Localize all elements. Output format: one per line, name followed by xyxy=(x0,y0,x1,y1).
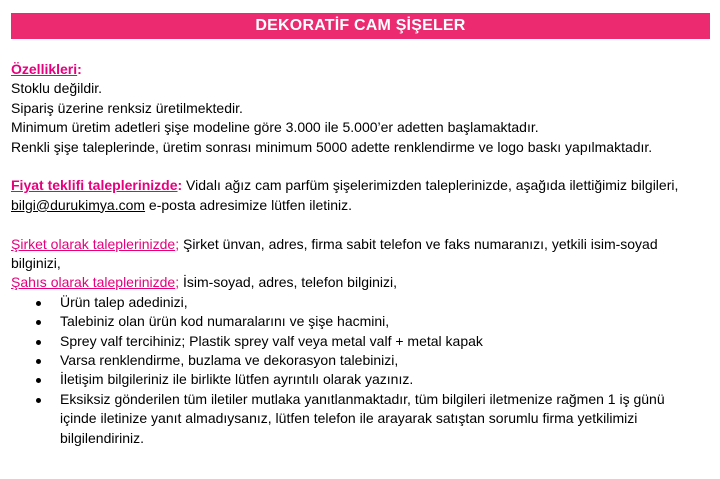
features-heading-line xyxy=(11,60,701,79)
individual-paragraph xyxy=(11,273,701,292)
individual-heading-punct: ; xyxy=(175,274,180,291)
company-heading: Şirket olarak taleplerinizde xyxy=(11,235,176,252)
request-details-list xyxy=(11,293,701,448)
bullet-icon xyxy=(36,340,41,345)
company-paragraph xyxy=(11,235,701,274)
features-heading: Özellikleri xyxy=(11,61,78,77)
list-item-text: İletişim bilgileriniz ile birlikte lütfen ayrıntılı olarak yazınız. xyxy=(60,371,414,388)
list-item xyxy=(11,332,701,351)
feature-line: Renkli şişe taleplerinde, üretim sonrası minimum 5000 adette renklendirme ve logo baskı yapılmaktadır. xyxy=(11,138,653,155)
feature-line: Sipariş üzerine renksiz üretilmektedir. xyxy=(11,99,243,116)
document-body xyxy=(11,60,701,448)
list-item-text: Ürün talep adedinizi, xyxy=(60,293,188,310)
individual-text: İsim-soyad, adres, telefon bilginizi, xyxy=(179,274,397,291)
list-item xyxy=(11,390,701,448)
quote-paragraph xyxy=(11,176,701,215)
feature-line: Minimum üretim adetleri şişe modeline göre 3.000 ile 5.000’er adetten başlamaktadır. xyxy=(11,119,539,136)
individual-heading: Şahıs olarak taleplerinizde xyxy=(11,274,176,291)
quote-text-after-email: e-posta adresimize lütfen iletiniz. xyxy=(145,196,353,213)
list-item-text: Varsa renklendirme, buzlama ve dekorasyon talebinizi, xyxy=(60,352,399,369)
spacer xyxy=(11,157,701,176)
bullet-icon xyxy=(36,378,41,383)
list-item xyxy=(11,351,701,370)
bullet-icon xyxy=(36,398,41,403)
quote-heading: Fiyat teklifi taleplerinizde xyxy=(11,177,178,194)
quote-heading-colon: : xyxy=(177,177,183,194)
features-heading-colon: : xyxy=(77,61,82,77)
list-item-text: Eksiksiz gönderilen tüm iletiler mutlaka yanıtlanmaktadır, tüm bilgileri iletmenize rağmen 1 iş günü içinde iletinize yanıt almadıysanız, lütfen telefon ile arayarak satıştan sorumlu firma yetkilimizi bilgilendiriniz. xyxy=(60,390,665,446)
company-heading-punct: ; xyxy=(175,235,180,252)
list-item-text: Sprey valf tercihiniz; Plastik sprey valf veya metal valf + metal kapak xyxy=(60,332,483,349)
bullet-icon xyxy=(36,320,41,325)
feature-line: Stoklu değildir. xyxy=(11,80,103,97)
title-bar xyxy=(11,13,710,39)
quote-text-before-email: Vidalı ağız cam parfüm şişelerimizden taleplerinizde, aşağıda ilettiğimiz bilgileri, xyxy=(182,177,687,194)
list-item xyxy=(11,312,701,331)
bullet-icon xyxy=(36,359,41,364)
company-text: Şirket ünvan, adres, firma sabit telefon ve faks numaranızı, yetkili isim-soyad bilginizi, xyxy=(11,235,658,272)
bullet-icon xyxy=(36,301,41,306)
list-item xyxy=(11,293,701,312)
email-link[interactable]: bilgi@durukimya.com xyxy=(11,196,146,213)
page-title: DEKORATİF CAM ŞİŞELER xyxy=(255,17,466,34)
list-item xyxy=(11,370,701,389)
list-item-text: Talebiniz olan ürün kod numaralarını ve şişe hacmini, xyxy=(60,313,390,330)
spacer xyxy=(11,215,701,234)
